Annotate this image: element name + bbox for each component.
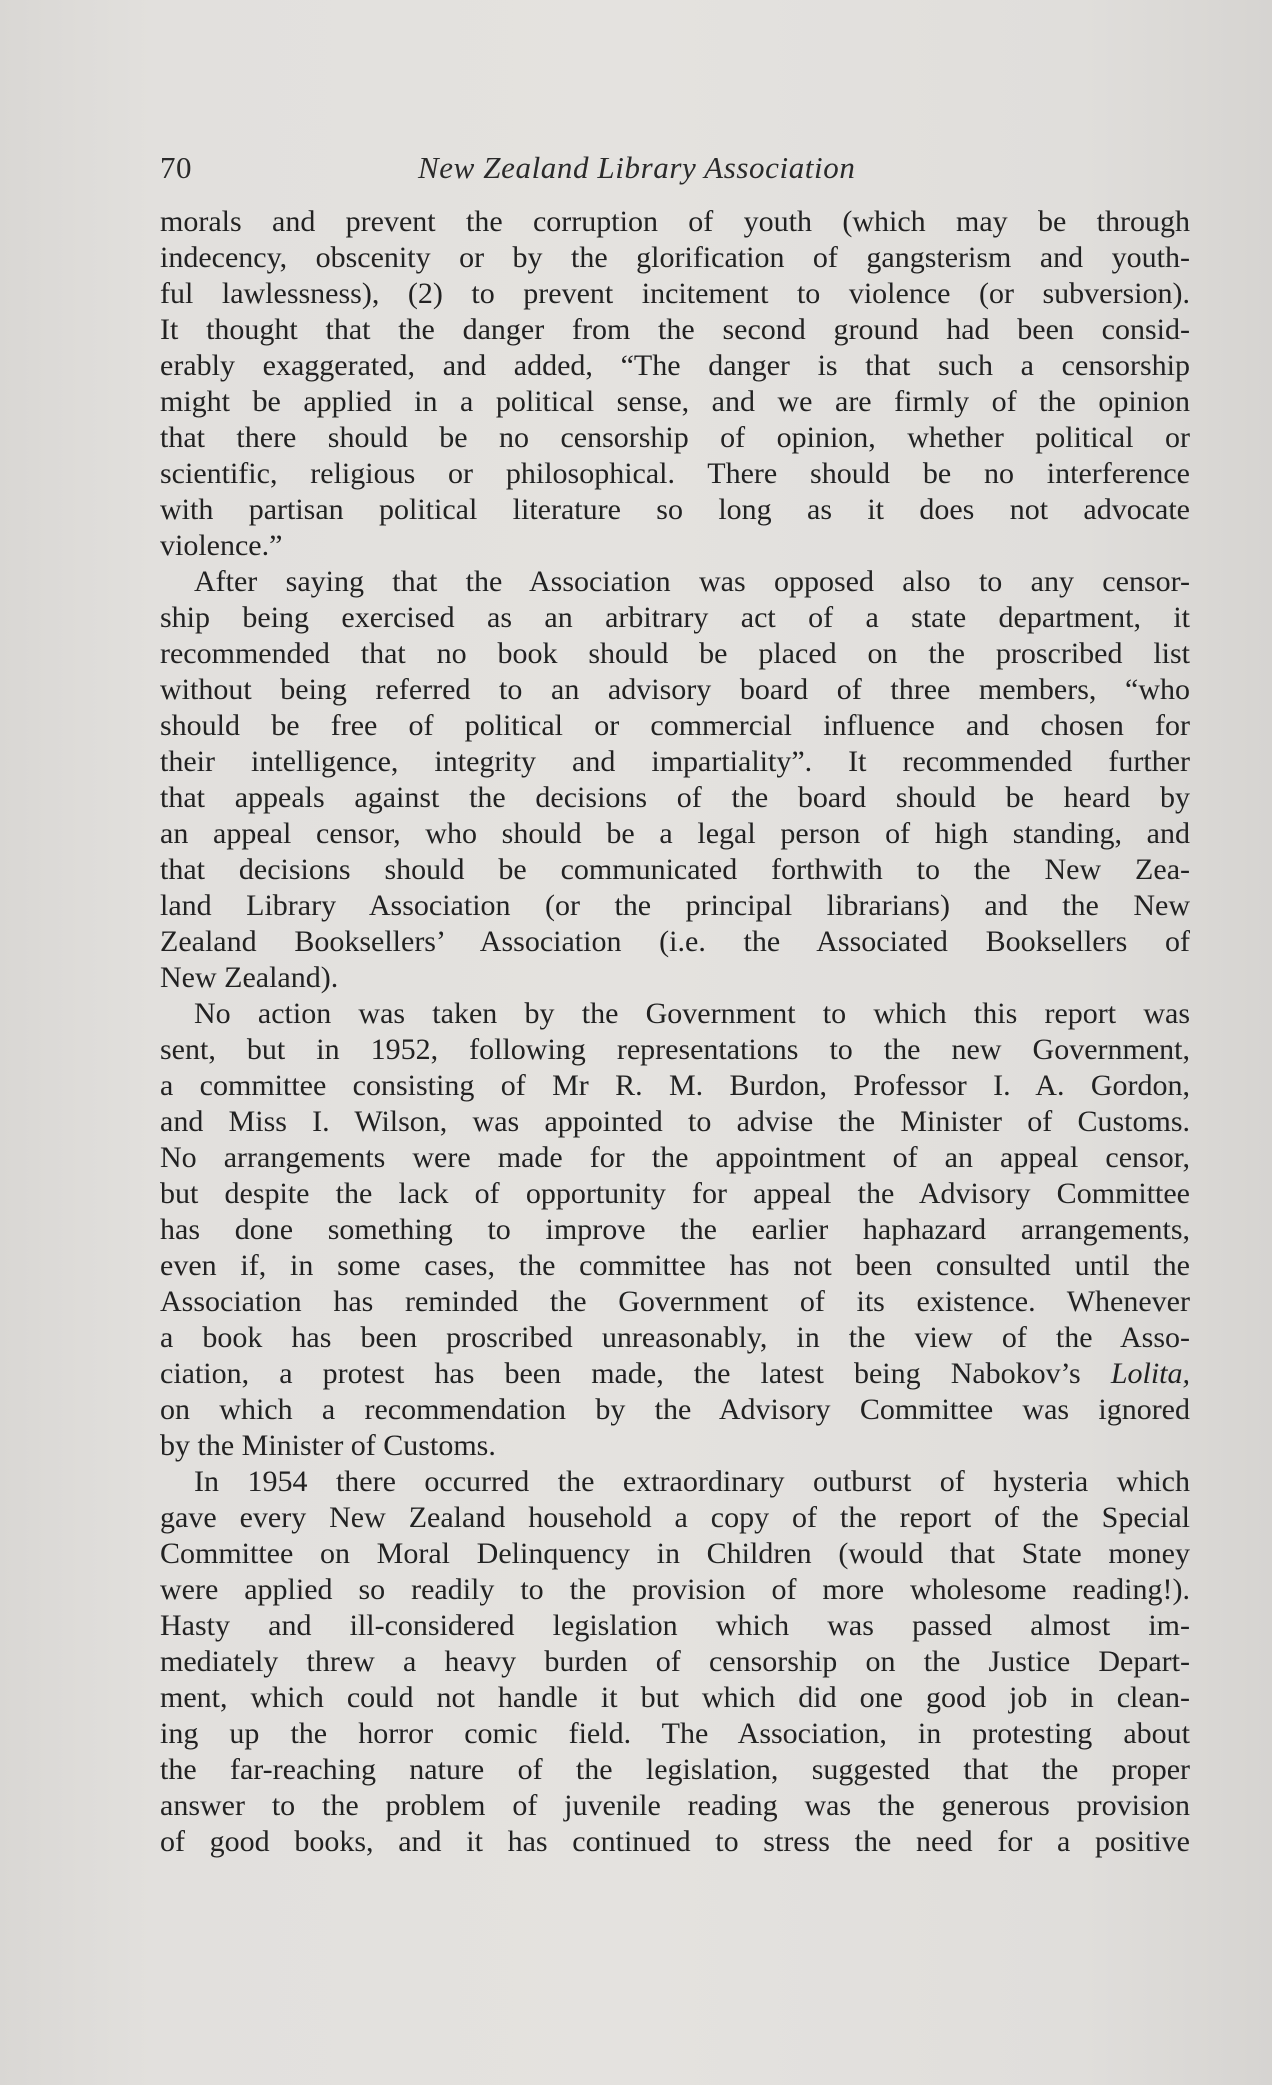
text-line: with partisan political literature so long as it does not advocate [160,493,1190,526]
text-line: gave every New Zealand household a copy of the report of the Special [160,1501,1190,1534]
text-line: erably exaggerated, and added, “The danger is that such a censorship [160,349,1190,382]
text-line: It thought that the danger from the second ground had been consid- [160,313,1190,346]
text-line: No arrangements were made for the appointment of an appeal censor, [160,1141,1190,1174]
page-header [160,150,1190,190]
text-line: land Library Association (or the principal librarians) and the New [160,889,1190,922]
text-line [160,1356,1190,1392]
body-text [160,204,1190,1860]
text-line: In 1954 there occurred the extraordinary outburst of hysteria which [194,1465,1190,1498]
running-head: New Zealand Library Association [418,150,856,185]
text-line: ship being exercised as an arbitrary act of a state department, it [160,601,1190,634]
book-title-lolita: Lolita, [1110,1357,1191,1390]
text-line: answer to the problem of juvenile reading was the generous provision [160,1789,1190,1822]
text-line: ing up the horror comic field. The Association, in protesting about [160,1717,1190,1750]
text-line: that there should be no censorship of opinion, whether political or [160,421,1190,454]
text-line: No action was taken by the Government to which this report was [194,997,1190,1030]
text-line: should be free of political or commercial influence and chosen for [160,709,1190,742]
page-number: 70 [160,150,192,185]
text-line: their intelligence, integrity and impartiality”. It recommended further [160,745,1190,778]
text-line: a book has been proscribed unreasonably, in the view of the Asso- [160,1321,1190,1354]
text-line: After saying that the Association was opposed also to any censor- [194,565,1190,598]
text-line: of good books, and it has continued to stress the need for a positive [160,1825,1190,1858]
text-line: ful lawlessness), (2) to prevent incitement to violence (or subversion). [160,277,1190,310]
text-line: sent, but in 1952, following representations to the new Government, [160,1033,1190,1066]
text-line: ment, which could not handle it but which did one good job in clean- [160,1681,1190,1714]
text-line: might be applied in a political sense, and we are firmly of the opinion [160,385,1190,418]
text-line: morals and prevent the corruption of youth (which may be through [160,205,1190,238]
text-line: Committee on Moral Delinquency in Children (would that State money [160,1537,1190,1570]
text-line: a committee consisting of Mr R. M. Burdon, Professor I. A. Gordon, [160,1069,1190,1102]
text-line: scientific, religious or philosophical. There should be no interference [160,457,1190,490]
line-text: ciation, a protest has been made, the latest being Nabokov’s [160,1357,1081,1390]
text-line: even if, in some cases, the committee has not been consulted until the [160,1249,1190,1282]
text-line: on which a recommendation by the Advisory Committee was ignored [160,1393,1190,1426]
text-line: recommended that no book should be placed on the proscribed list [160,637,1190,670]
text-line: the far-reaching nature of the legislation, suggested that the proper [160,1753,1190,1786]
text-line: by the Minister of Customs. [160,1429,496,1462]
text-line: has done something to improve the earlier haphazard arrangements, [160,1213,1190,1246]
text-line: but despite the lack of opportunity for appeal the Advisory Committee [160,1177,1190,1210]
text-line: were applied so readily to the provision of more wholesome reading!). [160,1573,1190,1606]
text-line: indecency, obscenity or by the glorification of gangsterism and youth- [160,241,1190,274]
text-line: violence.” [160,529,283,562]
text-line: an appeal censor, who should be a legal person of high standing, and [160,817,1190,850]
text-line: and Miss I. Wilson, was appointed to advise the Minister of Customs. [160,1105,1190,1138]
text-line: that decisions should be communicated forthwith to the New Zea- [160,853,1190,886]
text-line: Zealand Booksellers’ Association (i.e. the Associated Booksellers of [160,925,1190,958]
text-line: Association has reminded the Government of its existence. Whenever [160,1285,1190,1318]
text-line: mediately threw a heavy burden of censorship on the Justice Depart- [160,1645,1190,1678]
text-line: that appeals against the decisions of the board should be heard by [160,781,1190,814]
text-line: without being referred to an advisory board of three members, “who [160,673,1190,706]
text-line: Hasty and ill-considered legislation which was passed almost im- [160,1609,1190,1642]
text-line: New Zealand). [160,961,339,994]
